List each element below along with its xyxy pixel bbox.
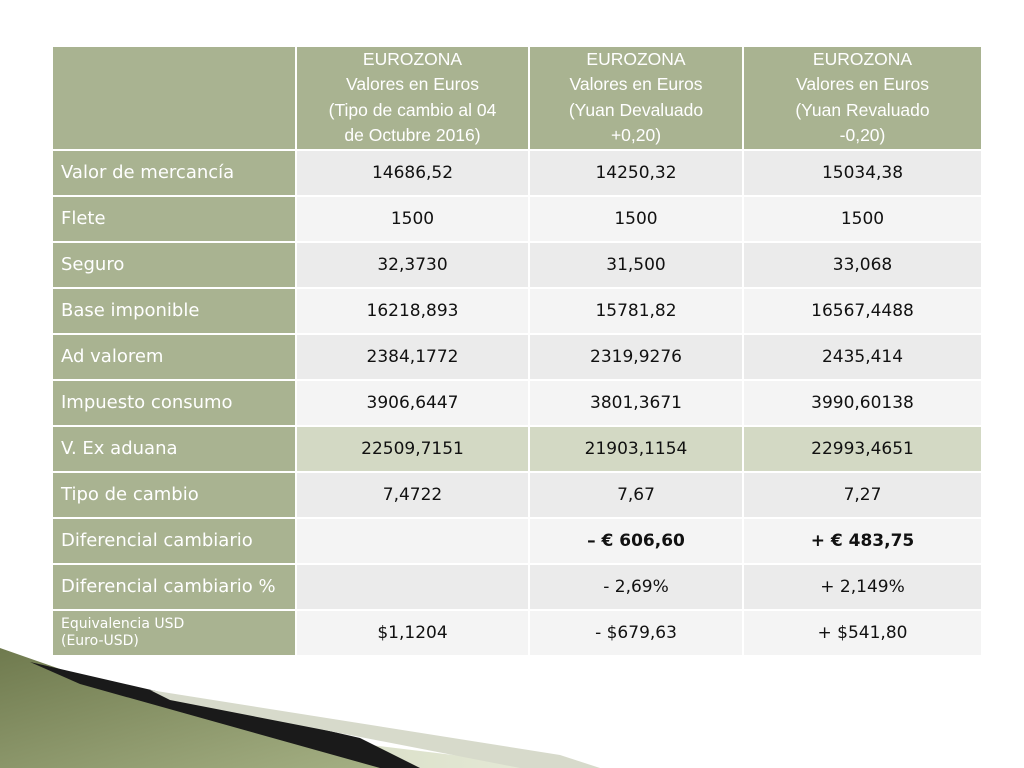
row-label: V. Ex aduana — [53, 427, 295, 471]
table-cell: 2435,414 — [744, 335, 981, 379]
table-row — [53, 381, 981, 425]
table-cell: 22993,4651 — [744, 427, 981, 471]
row-label: Valor de mercancía — [53, 151, 295, 195]
table-cell: 16567,4488 — [744, 289, 981, 333]
table-row — [53, 519, 981, 563]
table-cell: 21903,1154 — [530, 427, 742, 471]
table-cell: 3990,60138 — [744, 381, 981, 425]
decor-black-stripe — [30, 662, 420, 768]
header-empty-cell — [53, 47, 295, 149]
table-cell: - $679,63 — [530, 611, 742, 655]
table-cell-diff-positive: + € 483,75 — [744, 519, 981, 563]
table-row-highlighted — [53, 427, 981, 471]
table-cell: 15034,38 — [744, 151, 981, 195]
table-cell: 7,67 — [530, 473, 742, 517]
table-cell: 32,3730 — [297, 243, 528, 287]
header-cell-tipo-cambio: EUROZONA Valores en Euros (Tipo de cambio al 04 de Octubre 2016) — [297, 47, 528, 149]
row-label: Diferencial cambiario — [53, 519, 295, 563]
decor-light-band — [0, 700, 560, 768]
row-label: Flete — [53, 197, 295, 241]
table-cell: 1500 — [297, 197, 528, 241]
table-cell: 7,4722 — [297, 473, 528, 517]
table-row — [53, 565, 981, 609]
row-label: Diferencial cambiario % — [53, 565, 295, 609]
header-cell-yuan-devaluado: EUROZONA Valores en Euros (Yuan Devaluado +0,20) — [530, 47, 742, 149]
decor-olive-wedge — [0, 648, 420, 768]
table-cell: - 2,69% — [530, 565, 742, 609]
table-cell: 33,068 — [744, 243, 981, 287]
table-row — [53, 473, 981, 517]
row-label: Equivalencia USD (Euro-USD) — [53, 611, 295, 655]
table-cell: 31,500 — [530, 243, 742, 287]
table-row — [53, 289, 981, 333]
table-cell: 2384,1772 — [297, 335, 528, 379]
table-cell-diff-negative: – € 606,60 — [530, 519, 742, 563]
row-label: Base imponible — [53, 289, 295, 333]
table-cell: 1500 — [530, 197, 742, 241]
table-cell: 3801,3671 — [530, 381, 742, 425]
table-cell: + 2,149% — [744, 565, 981, 609]
row-label: Seguro — [53, 243, 295, 287]
table-row — [53, 197, 981, 241]
table-row — [53, 335, 981, 379]
table-cell: 22509,7151 — [297, 427, 528, 471]
row-label: Tipo de cambio — [53, 473, 295, 517]
table-cell: 3906,6447 — [297, 381, 528, 425]
table-header-row — [53, 47, 981, 149]
table-cell: + $541,80 — [744, 611, 981, 655]
table-cell: 14250,32 — [530, 151, 742, 195]
table-row — [53, 243, 981, 287]
table-cell: 1500 — [744, 197, 981, 241]
decor-gray-stripe — [150, 690, 600, 768]
table-cell-empty — [297, 565, 528, 609]
table-cell: 15781,82 — [530, 289, 742, 333]
table-cell: 16218,893 — [297, 289, 528, 333]
table-cell: 7,27 — [744, 473, 981, 517]
table-cell: $1,1204 — [297, 611, 528, 655]
customs-comparison-table — [51, 45, 983, 657]
table-row — [53, 611, 981, 655]
header-cell-yuan-revaluado: EUROZONA Valores en Euros (Yuan Revaluado -0,20) — [744, 47, 981, 149]
table-cell-empty — [297, 519, 528, 563]
table-cell: 2319,9276 — [530, 335, 742, 379]
row-label: Impuesto consumo — [53, 381, 295, 425]
table-row — [53, 151, 981, 195]
table-cell: 14686,52 — [297, 151, 528, 195]
row-label: Ad valorem — [53, 335, 295, 379]
